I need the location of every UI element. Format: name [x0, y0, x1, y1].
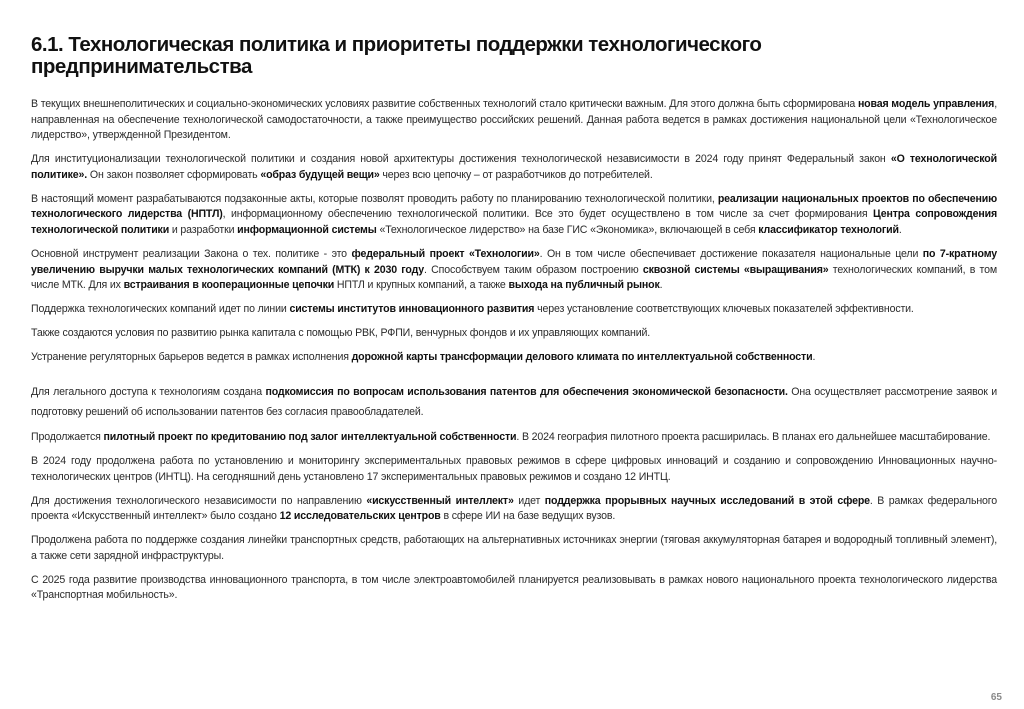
- paragraph: [31, 326, 997, 342]
- text: «Технологическое лидерство» на базе ГИС «Экономика», включающей в себя: [376, 223, 759, 236]
- text: через всю цепочку – от разработчиков до потребителей.: [379, 168, 653, 181]
- bold-text: федеральный проект «Технологии»: [351, 247, 540, 260]
- text: . В рамках федерального проекта «Искусственный интеллект» было создано: [31, 494, 997, 523]
- paragraph: [31, 97, 997, 144]
- paragraph: [31, 494, 997, 525]
- paragraph: [31, 350, 997, 366]
- bold-text: системы институтов инновационного развития: [289, 303, 535, 316]
- bold-text: сквозной системы «выращивания»: [642, 263, 829, 276]
- bold-text: классификатор технологий: [758, 223, 899, 236]
- text: Она осуществляет рассмотрение заявок и подготовку решений об использовании патентов без согласия правообладателей.: [31, 385, 997, 418]
- text: Поддержка технологических компаний идет по линии: [31, 303, 290, 316]
- text: .: [898, 223, 902, 236]
- bold-text: «О технологической политике».: [31, 153, 997, 181]
- text: через установление соответствующих ключевых показателей эффективности.: [534, 303, 914, 316]
- bold-text: поддержка прорывных научных исследований в этой сфере: [544, 494, 870, 507]
- paragraph: [31, 573, 997, 604]
- text: в сфере ИИ на базе ведущих вузов.: [440, 510, 616, 523]
- page-title: 6.1. Технологическая политика и приоритеты поддержки технологического предпринимательства: [31, 32, 762, 78]
- text: . В 2024 география пилотного проекта расширилась. В планах его дальнейшее масштабирование.: [516, 431, 991, 444]
- text: Для институционализации технологической политики и создания новой архитектуры достижения технологической независимости в 2024 году принят Федеральный закон: [31, 153, 891, 166]
- bold-text: «образ будущей вещи»: [260, 168, 380, 181]
- bold-text: выхода на публичный рынок: [508, 279, 660, 292]
- text: В текущих внешнеполитических и социально-экономических условиях развитие собственных технологий стало критически важным. Для этого должна быть сформирована: [31, 98, 858, 110]
- text: .: [812, 351, 816, 364]
- bold-text: 12 исследовательских центров: [279, 510, 441, 523]
- text: Для легального доступа к технологиям создана: [31, 385, 266, 398]
- text: Также создаются условия по развитию рынка капитала с помощью РВК, РФПИ, венчурных фондов и их управляющих компаний.: [31, 327, 651, 340]
- text: . Способствуем таким образом построению: [424, 263, 643, 276]
- text: идет: [513, 494, 545, 507]
- bold-text: встраивания в кооперационные цепочки: [123, 279, 335, 292]
- text: В 2024 году продолжена работа по установлению и мониторингу экспериментальных правовых режимов в сфере цифровых инноваций и созданию и сопровождению Инновационных научно-технологических центров (ИНТЦ). На сегодняшний день установлено 17 экспериментальных правовых режимов и создано 12 ИНТЦ.: [31, 455, 997, 483]
- bold-text: реализации национальных проектов по обеспечению технологического лидерства (НПТЛ): [31, 192, 997, 221]
- paragraph: [31, 382, 997, 422]
- bold-text: пилотный проект по кредитованию под залог интеллектуальной собственности: [103, 431, 517, 444]
- paragraph: [31, 192, 997, 239]
- text: Устранение регуляторных барьеров ведется в рамках исполнения: [31, 351, 352, 364]
- bold-text: информационной системы: [237, 223, 377, 236]
- text: .: [659, 279, 663, 292]
- text: Он закон позволяет сформировать: [87, 168, 261, 181]
- paragraph: [31, 533, 997, 564]
- text: Основной инструмент реализации Закона о тех. политике - это: [31, 247, 352, 260]
- bold-text: новая модель управления: [857, 98, 995, 110]
- text: НПТЛ и крупных компаний, а также: [334, 279, 509, 292]
- paragraph: [31, 302, 997, 318]
- bold-text: по 7-кратному увеличению выручки малых технологических компаний (МТК) к 2030 году: [31, 247, 997, 276]
- bold-text: Центра сопровождения технологической политики: [31, 208, 998, 236]
- paragraph: [31, 430, 997, 446]
- document-body: [31, 97, 997, 612]
- text: и разработки: [169, 223, 238, 236]
- text: Продолжена работа по поддержке создания линейки транспортных средств, работающих на альтернативных источниках энергии (тяговая аккумуляторная батарея и водородный топливный элемент), а также сети зарядной инфраструктуры.: [31, 534, 997, 562]
- bold-text: «искусственный интеллект»: [366, 494, 514, 507]
- text: . Он в том числе обеспечивает достижение показателя национальные цели: [539, 247, 923, 260]
- text: Продолжается: [31, 431, 104, 444]
- text: , информационному обеспечению технологической политики. Все это будет осуществлено в том числе за счет формирования: [222, 208, 873, 221]
- bold-text: дорожной карты трансформации делового климата по интеллектуальной собственности: [351, 351, 813, 364]
- paragraph: [31, 152, 997, 183]
- bold-text: подкомиссия по вопросам использования патентов для обеспечения экономической безопасности.: [265, 385, 788, 398]
- text: , направленная на обеспечение технологической самодостаточности, а также преимущество российских решений. Данная работа ведется в рамках достижения национальной цели «Технологическое лидерство», утвержденной Президентом.: [31, 98, 997, 142]
- page-number: 65: [990, 692, 1002, 703]
- paragraph: [31, 454, 997, 485]
- text: С 2025 года развитие производства инновационного транспорта, в том числе электроавтомобилей планируется реализовывать в рамках нового национального проекта технологического лидерства «Транспортная мобильность».: [31, 573, 997, 602]
- text: В настоящий момент разрабатываются подзаконные акты, которые позволят проводить работу по планированию технологической политики,: [31, 192, 718, 205]
- text: Для достижения технологического независимости по направлению: [31, 494, 367, 507]
- paragraph: [31, 247, 997, 294]
- text: технологических компаний, в том числе МТК. Для их: [31, 263, 997, 292]
